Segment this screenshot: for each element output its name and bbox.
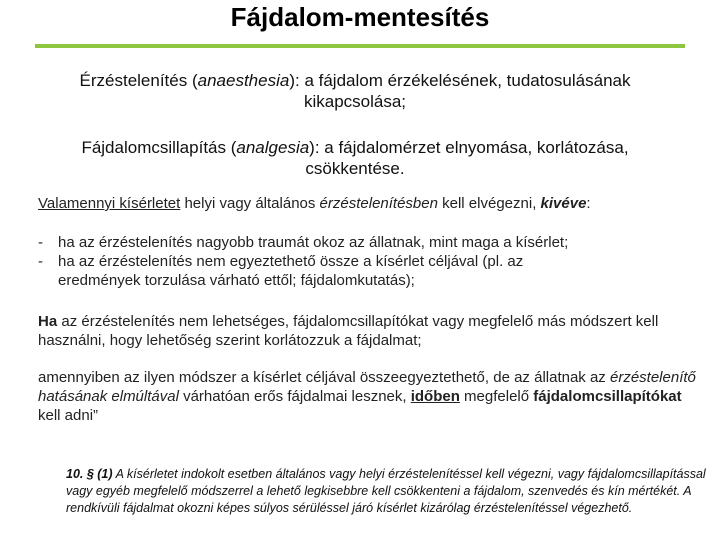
definition-text-line2: kikapcsolása; xyxy=(303,92,407,111)
paragraph-text: az érzéstelenítés nem lehetséges, fájdalomcsillapítókat vagy megfelelő más módszert kell használni, hogy lehetőség szerint korlátozzuk a fájdalmat; xyxy=(38,313,659,349)
definition-text: a fájdalom érzékelésének, tudatosulásának xyxy=(299,71,631,90)
paren-close: ): xyxy=(309,138,320,157)
bold-underlined-word: időben xyxy=(410,388,460,405)
list-item-continuation xyxy=(38,271,688,290)
list-item-text: eredmények torzulása várható ettől; fájdalomkutatás); xyxy=(58,272,415,289)
paragraph-text: kell adni” xyxy=(38,407,99,424)
paragraph-text: helyi vagy általános xyxy=(180,195,320,212)
page-title: Fájdalom-mentesítés xyxy=(230,2,490,32)
colon: : xyxy=(586,195,591,212)
title-underline-divider xyxy=(35,44,685,48)
paren-open: ( xyxy=(226,138,237,157)
italic-phrase: érzéstelenítésben xyxy=(319,195,438,212)
list-dash: - xyxy=(38,253,43,270)
section-reference: 10. § (1) xyxy=(66,467,113,481)
exception-list xyxy=(38,233,688,290)
list-item xyxy=(38,252,688,271)
bold-word: fájdalomcsillapítókat xyxy=(533,388,682,405)
italic-phrase: érzéstelenítő hatásának elmúltával xyxy=(38,369,696,405)
list-item xyxy=(38,233,688,252)
definition-anaesthesia xyxy=(30,70,680,112)
paragraph-timely-analgesics xyxy=(38,368,698,425)
definition-term: Fájdalomcsillapítás xyxy=(81,138,226,157)
paragraph-text: kell elvégezni, xyxy=(437,195,541,212)
bold-word: Ha xyxy=(38,313,58,330)
list-dash xyxy=(38,271,58,290)
definition-analgesia xyxy=(30,137,680,179)
definition-text: a fájdalomérzet elnyomása, korlátozása, xyxy=(319,138,629,157)
paragraph-text: amennyiben az ilyen módszer a kísérlet céljával összeegyeztethető, de az állatnak az xyxy=(38,369,610,386)
definition-text-line2: csökkentése. xyxy=(305,159,405,178)
latin-term: analgesia xyxy=(236,138,310,157)
paragraph-text: várhatóan erős fájdalmai lesznek, xyxy=(178,388,411,405)
list-dash: - xyxy=(38,234,43,251)
list-item-text: ha az érzéstelenítés nagyobb traumát okoz az állatnak, mint maga a kísérlet; xyxy=(58,234,569,251)
paragraph-experiments xyxy=(38,194,698,213)
paragraph-text: megfelelő xyxy=(459,388,534,405)
paragraph-analgesics xyxy=(38,312,698,350)
paren-open: ( xyxy=(187,71,198,90)
list-item-text: ha az érzéstelenítés nem egyeztethető össze a kísérlet céljával (pl. az xyxy=(58,253,524,270)
bold-italic-phrase: kivéve xyxy=(540,195,587,212)
definition-term: Érzéstelenítés xyxy=(79,71,188,90)
underlined-phrase: Valamennyi kísérletet xyxy=(38,195,181,212)
paren-close: ): xyxy=(289,71,300,90)
legal-footnote xyxy=(66,466,716,517)
latin-term: anaesthesia xyxy=(197,71,290,90)
footnote-text: A kísérletet indokolt esetben általános vagy helyi érzéstelenítéssel kell végezni, vagy fájdalomcsillapítással vagy egyéb megfelelő módszerrel a lehető legkisebbre kell csökkenteni a fájdalom, szenvedés és kín mértékét. A rendkívüli fájdalmat okozni képes súlyos sérüléssel járó kísérlet kizárólag érzéstelenítéssel végezhető. xyxy=(66,467,706,515)
